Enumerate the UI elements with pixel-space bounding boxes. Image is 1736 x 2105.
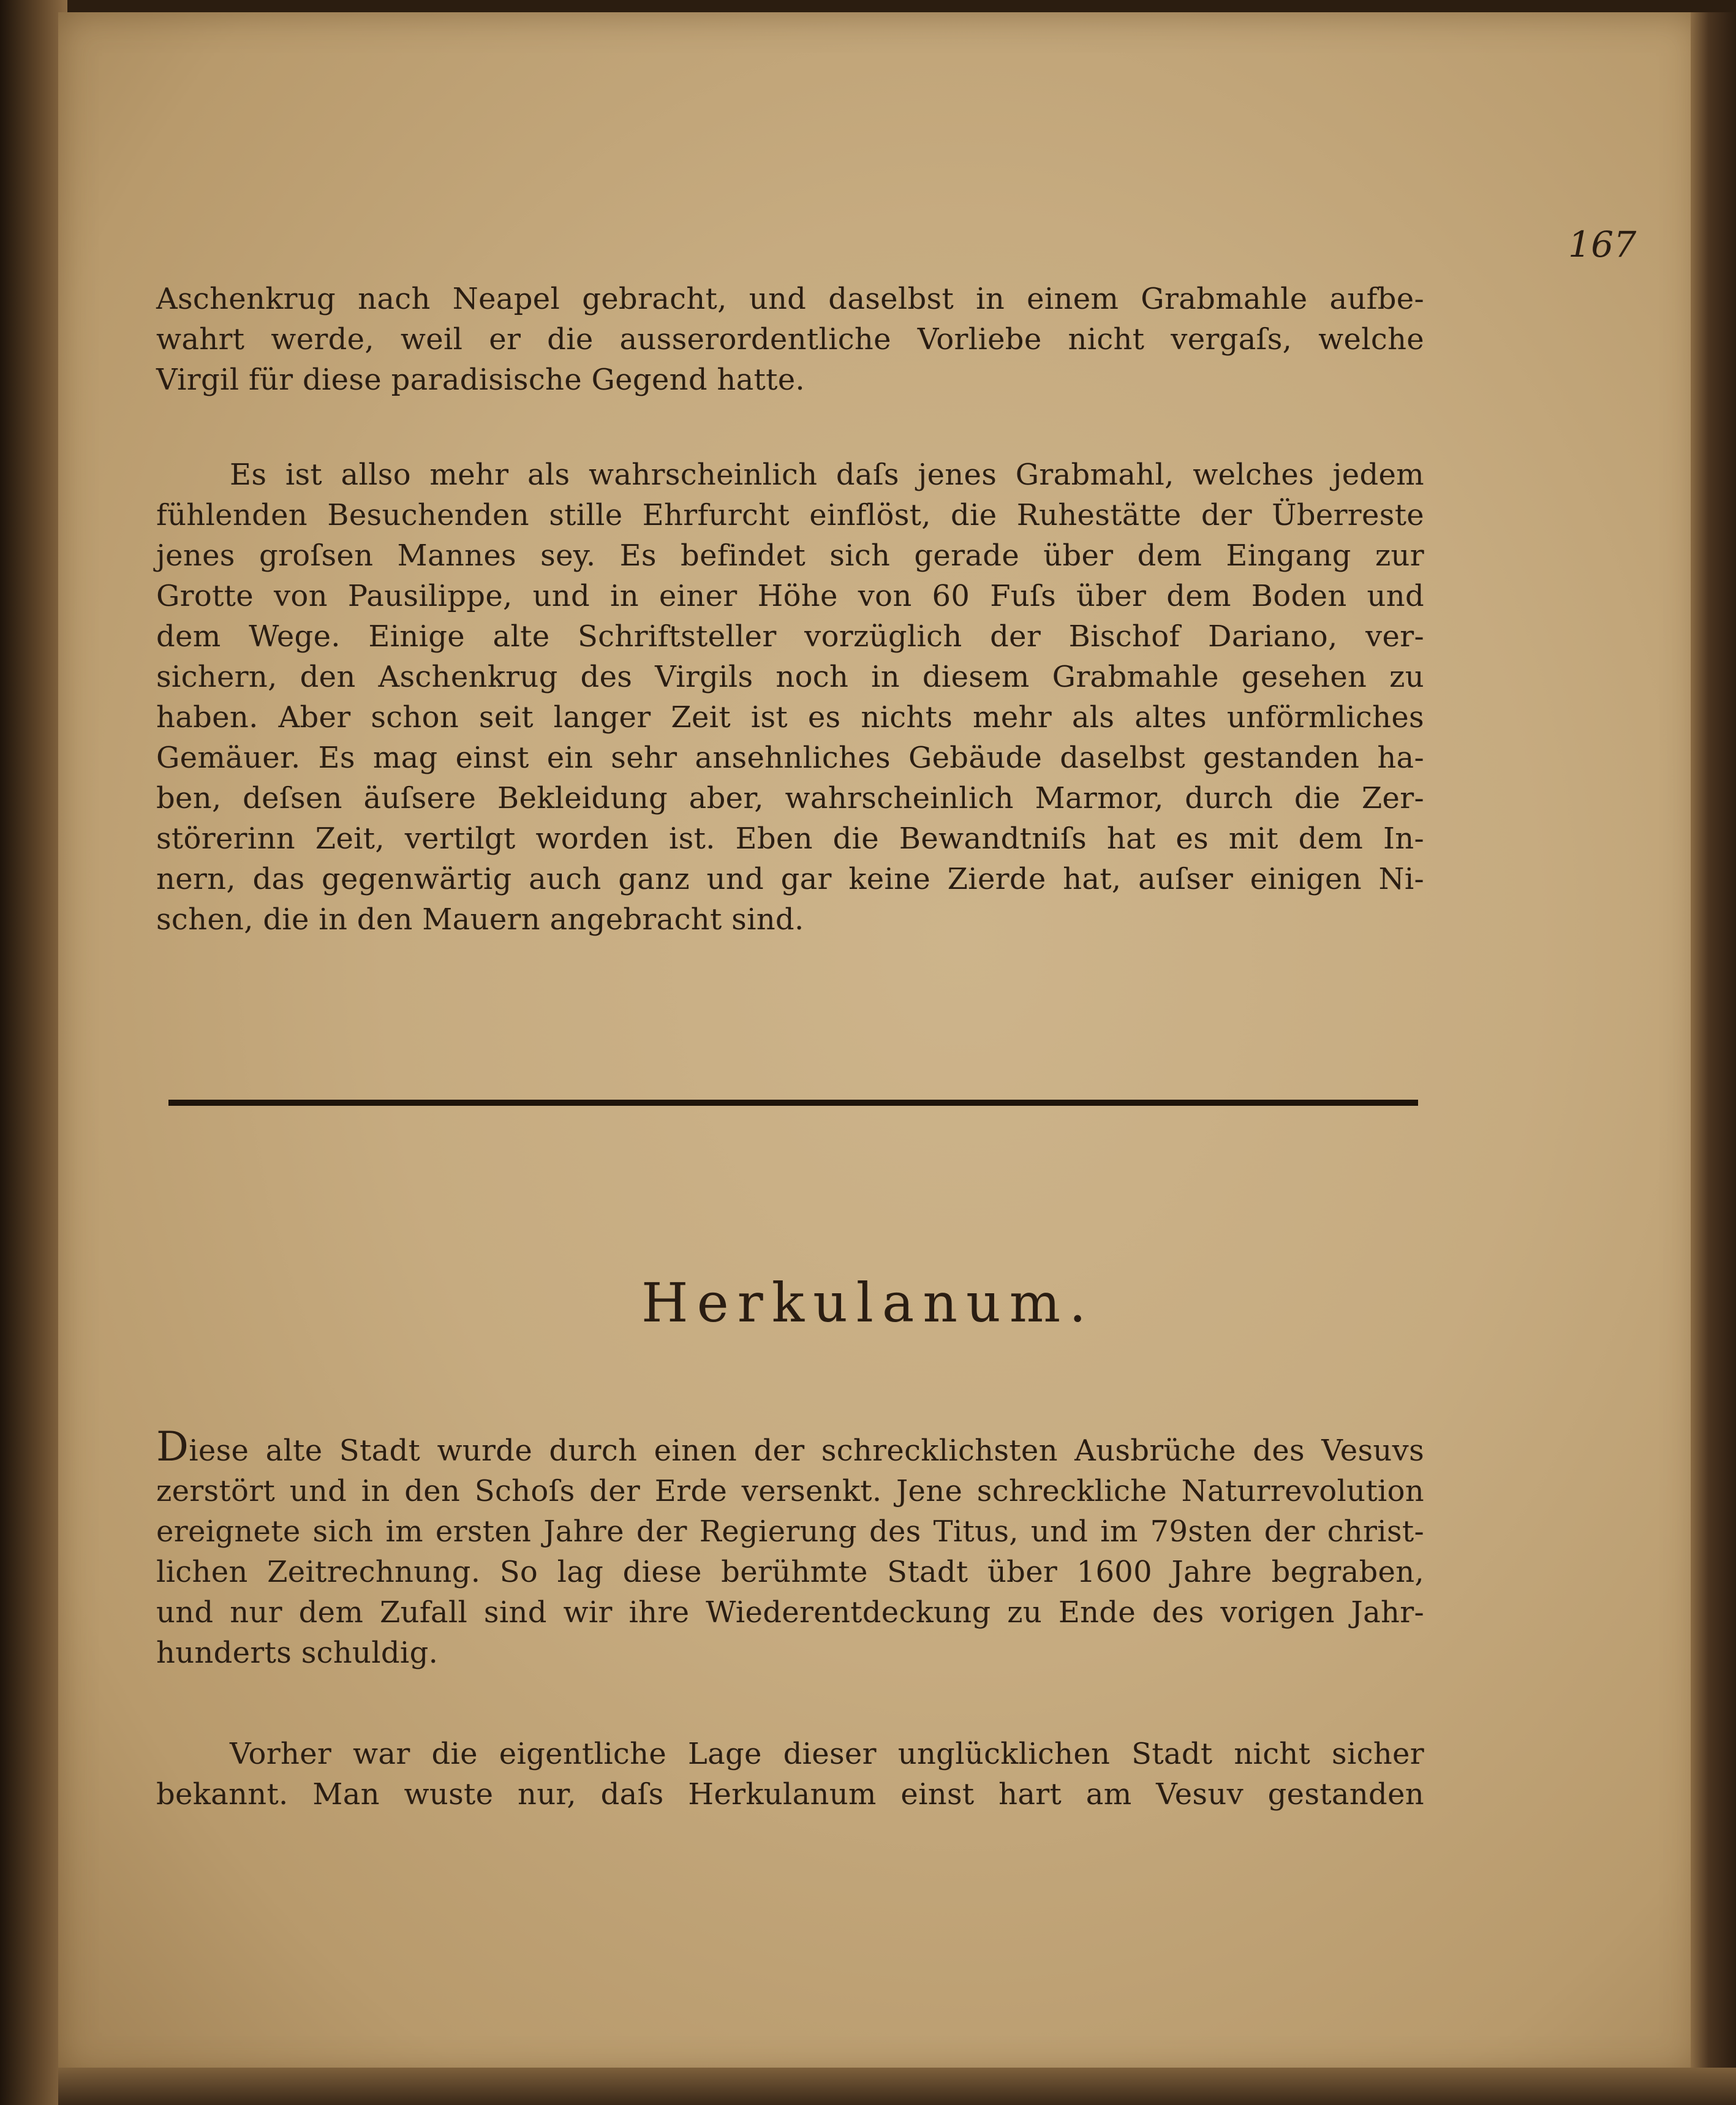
paragraph-2 [156, 455, 1424, 940]
paragraph-line: Vorher war die eigentliche Lage dieser unglücklichen Stadt nicht sicher [230, 1737, 1424, 1771]
paragraph-line: jenes groſsen Mannes sey. Es befindet sich gerade über dem Eingang zur [156, 539, 1424, 573]
drop-cap: D [156, 1423, 189, 1470]
paragraph-line: und nur dem Zufall sind wir ihre Wiederentdeckung zu Ende des vorigen Jahr- [156, 1595, 1424, 1630]
section-heading: Herkulanum. [641, 1271, 1095, 1334]
paragraph-line: haben. Aber schon seit langer Zeit ist es nichts mehr als altes unförmliches [156, 700, 1424, 735]
paragraph-line: störerinn Zeit, vertilgt worden ist. Eben die Bewandtniſs hat es mit dem In- [156, 822, 1424, 856]
paragraph-line [156, 1423, 1424, 1471]
paragraph-line: Es ist allso mehr als wahrscheinlich daſs jenes Grabmahl, welches jedem [230, 458, 1424, 492]
paragraph-line: ereignete sich im ersten Jahre der Regierung des Titus, und im 79sten der christ- [156, 1514, 1424, 1549]
paragraph-line: bekannt. Man wuste nur, daſs Herkulanum einst hart am Vesuv gestanden [156, 1777, 1424, 1812]
paragraph-4 [156, 1734, 1424, 1815]
paragraph-line: Gemäuer. Es mag einst ein sehr ansehnliches Gebäude daselbst gestanden ha- [156, 741, 1424, 775]
paragraph-line: nern, das gegenwärtig auch ganz und gar keine Zierde hat, auſser einigen Ni- [156, 862, 1424, 896]
paragraph-line: hunderts schuldig. [156, 1636, 439, 1670]
paragraph-line-text: iese alte Stadt wurde durch einen der schrecklichsten Ausbrüche des Vesuvs [189, 1434, 1424, 1468]
section-divider [168, 1100, 1418, 1106]
paragraph-line: wahrt werde, weil er die ausserordentliche Vorliebe nicht vergaſs, welche [156, 322, 1424, 357]
paragraph-3 [156, 1423, 1424, 1673]
paragraph-line: zerstört und in den Schoſs der Erde versenkt. Jene schreckliche Naturrevolution [156, 1474, 1424, 1508]
paragraph-line: dem Wege. Einige alte Schriftsteller vorzüglich der Bischof Dariano, ver- [156, 619, 1424, 654]
paragraph-line: schen, die in den Mauern angebracht sind. [156, 902, 804, 937]
page-edge-bottom [58, 2068, 1736, 2105]
paragraph-1 [156, 279, 1424, 400]
page-edge-right [1691, 12, 1736, 2077]
paragraph-line: Virgil für diese paradisische Gegend hatte. [156, 363, 805, 397]
paragraph-line: sichern, den Aschenkrug des Virgils noch in diesem Grabmahle gesehen zu [156, 660, 1424, 694]
book-gutter [0, 0, 67, 2105]
paragraph-line: Grotte von Pausilippe, und in einer Höhe von 60 Fuſs über dem Boden und [156, 579, 1424, 613]
page-number: 167 [1568, 224, 1637, 265]
paragraph-line: ben, deſsen äuſsere Bekleidung aber, wahrscheinlich Marmor, durch die Zer- [156, 781, 1424, 815]
paragraph-line: lichen Zeitrechnung. So lag diese berühmte Stadt über 1600 Jahre begraben, [156, 1555, 1424, 1589]
paragraph-line: fühlenden Besuchenden stille Ehrfurcht einflöst, die Ruhestätte der Überreste [156, 498, 1424, 532]
paragraph-line: Aschenkrug nach Neapel gebracht, und daselbst in einem Grabmahle aufbe- [156, 282, 1424, 316]
